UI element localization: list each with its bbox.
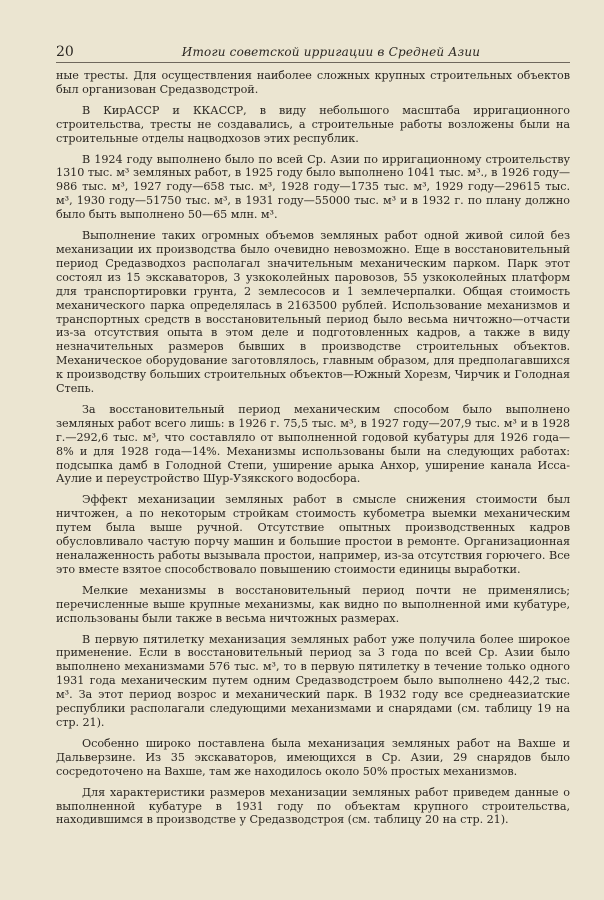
- paragraph: Эффект механизации земляных работ в смысле снижения стоимости был ничтожен, а по некоторым стройкам стоимость кубометра выемки механическим путем была выше ручной. Отсутствие опытных производственных кадров обусловливало частую порчу машин и большие простои в ремонте. Организационная неналаженность работы вызывала простои, например, из-за отсутствия горючего. Все это вместе взятое способствовало повышению стоимости единицы выработки.: [56, 493, 570, 576]
- paragraph: За восстановительный период механическим способом было выполнено земляных работ всего лишь: в 1926 г. 75,5 тыс. м³, в 1927 году—207,9 тыс. м³ и в 1928 г.—292,6 тыс. м³, что составляло от выполненной годовой кубатуры для 1926 года—8% и для 1928 года—14%. Механизмы использованы были на следующих работах: подсыпка дамб в Голодной Степи, уширение арыка Анхор, уширение канала Исса-Аулие и переустройство Шур-Узякского водосбора.: [56, 402, 570, 486]
- paragraph: Особенно широко поставлена была механизация земляных работ на Вахше и Дальверзине. Из 35 экскаваторов, имеющихся в Ср. Азии, 29 снарядов было сосредоточено на Вахше, там же находилось около 50% простых механизмов.: [56, 736, 570, 778]
- paragraph: Мелкие механизмы в восстановительный период почти не применялись; перечисленные выше крупные механизмы, как видно по выполненной ими кубатуре, использованы были также в весьма ничтожных размерах.: [56, 583, 570, 625]
- page-header: [56, 44, 570, 63]
- paragraph: В первую пятилетку механизация земляных работ уже получила более широкое применение. Если в восстановительный период за 3 года по всей Ср. Азии было выполнено механизмами 576 тыс. м³, то в первую пятилетку в течение только одного 1931 года механическим путем одним Средазводстроем было выполнено 442,2 тыс. м³. За этот период возрос и механический парк. В 1932 году все среднеазиатские республики располагали следующими механизмами и снарядами (см. таблицу 19 на стр. 21).: [56, 632, 570, 729]
- paragraph: Для характеристики размеров механизации земляных работ приведем данные о выполненной кубатуре в 1931 году по объектам крупного строительства, находившимся в производстве у Средазводстроя (см. таблицу 20 на стр. 21).: [56, 785, 570, 827]
- page-number: 20: [56, 44, 74, 60]
- paragraph: В 1924 году выполнено было по всей Ср. Азии по ирригационному строительству 1310 тыс. м³ земляных работ, в 1925 году было выполнено 1041 тыс. м³., в 1926 году—986 тыс. м³, 1927 году—658 тыс. м³, 1928 году—1735 тыс. м³, 1929 году—29615 тыс. м³, 1930 году—51750 тыс. м³, в 1931 году—55000 тыс. м³ и в 1932 г. по плану должно было быть выполнено 50—65 млн. м³.: [56, 152, 570, 222]
- running-title: Итоги советской ирригации в Средней Азии: [181, 45, 481, 59]
- paragraph: В КирАССР и ККАССР, в виду небольшого масштаба ирригационного строительства, тресты не создавались, а строительные работы возложены были на строительные отделы нацводхозов этих республик.: [56, 103, 570, 145]
- paragraph: ные тресты. Для осуществления наиболее сложных крупных строительных объектов был организован Средазводстрой.: [56, 69, 570, 96]
- paragraph: Выполнение таких огромных объемов земляных работ одной живой силой без механизации их производства было очевидно невозможно. Еще в восстановительный период Средазводхоз располагал значительным механическим парком. Парк этот состоял из 15 экскаваторов, 3 узкоколейных паровозов, 55 узкоколейных платформ для транспортировки грунта, 2 землесосов и 1 землечерпалки. Общая стоимость механического парка определялась в 2163500 рублей. Использование механизмов и транспортных средств в восстановительный период было весьма ничтожно—отчасти из-за отсутствия опыта в этом деле и подготовленных кадров, а также в виду незначительных размеров бывших в производстве строительных объектов. Механическое оборудование заготовлялось, главным образом, для предполагавшихся к производству больших строительных объектов—Южный Хорезм, Чирчик и Голодная Степь.: [56, 229, 570, 396]
- page-body: [56, 69, 570, 827]
